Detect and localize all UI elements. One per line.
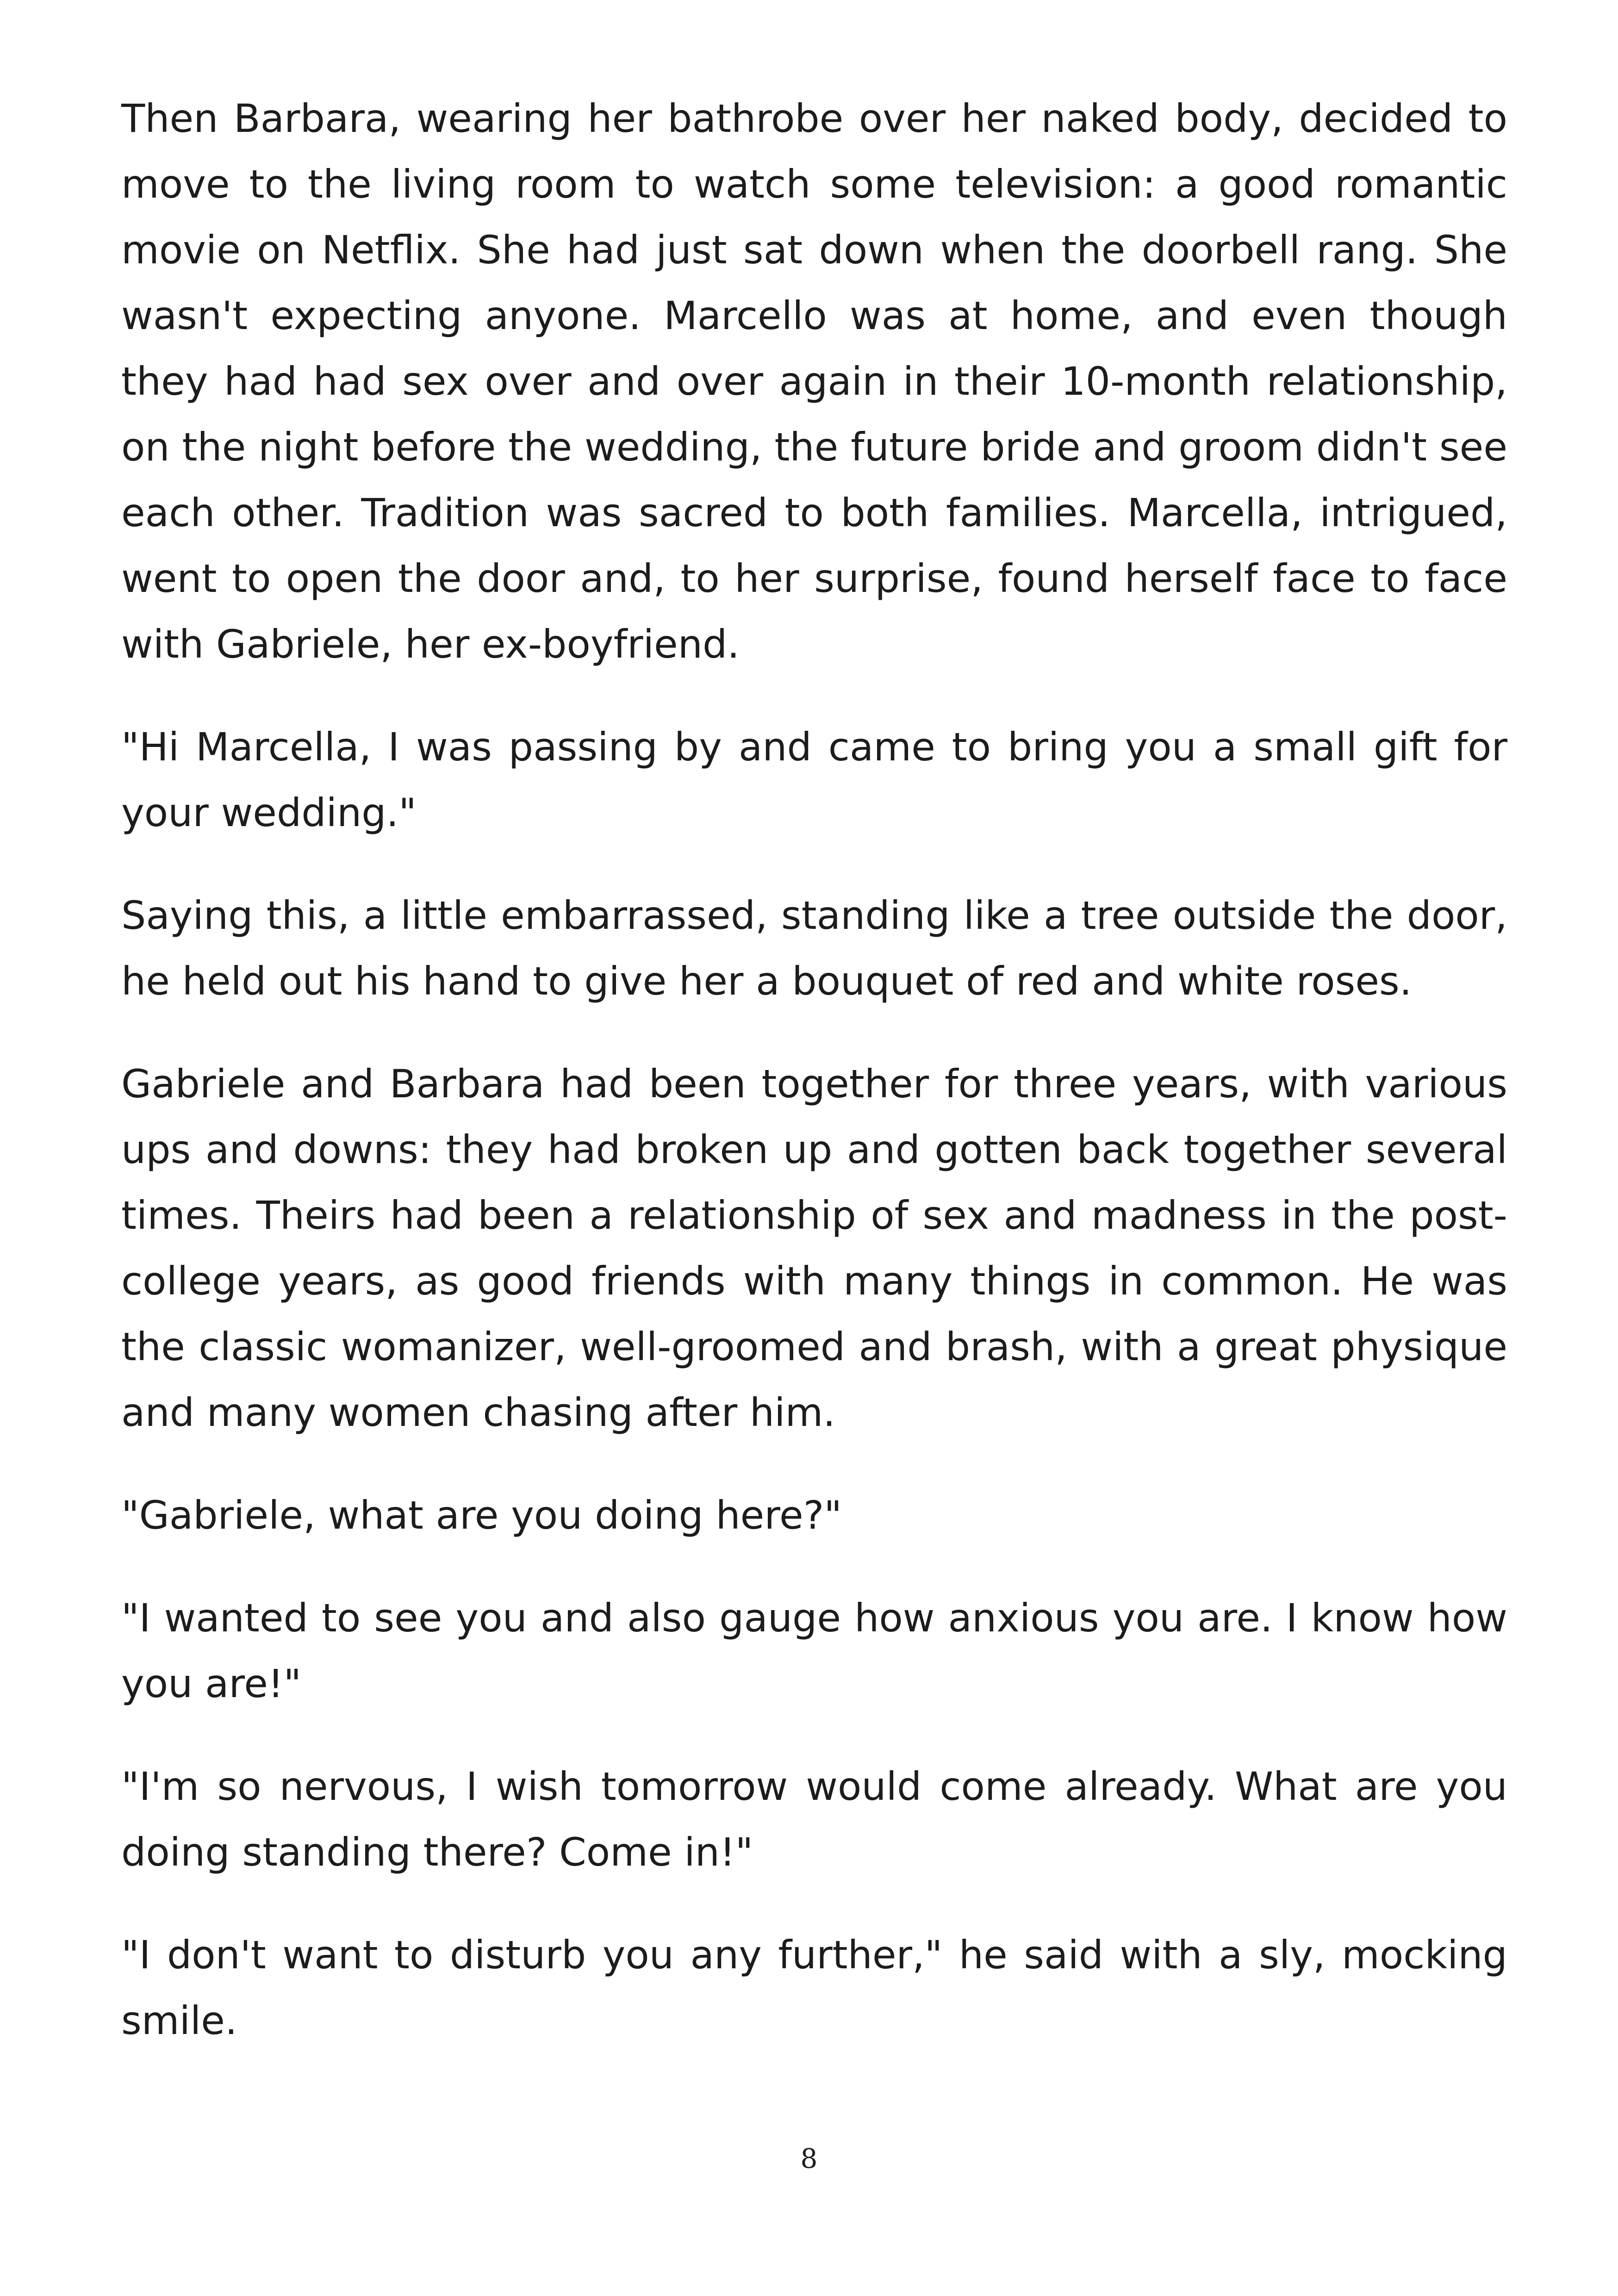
paragraph: "Gabriele, what are you doing here?" [121, 1493, 842, 1538]
paragraph: "I wanted to see you and also gauge how anxious you are. I know how you are!" [121, 1595, 1507, 1706]
paragraph: "Hi Marcella, I was passing by and came to bring you a small gift for your wedding." [121, 724, 1507, 835]
paragraph: Saying this, a little embarrassed, standing like a tree outside the door, he held out his hand to give her a bouquet of red and white roses. [121, 893, 1507, 1004]
paragraph: "I don't want to disturb you any further," he said with a sly, mocking smile. [121, 1932, 1507, 2043]
page-number: 8 [800, 2143, 818, 2174]
body-text [121, 86, 1507, 2091]
paragraph: Gabriele and Barbara had been together for three years, with various ups and downs: they had broken up and gotten back together several times. Theirs had been a relationship of sex and madness in the post-college years, as good friends with many things in common. He was the classic womanizer, well-groomed and brash, with a great physique and many women chasing after him. [121, 1061, 1507, 1435]
paragraph: Then Barbara, wearing her bathrobe over her naked body, decided to move to the living room to watch some television: a good romantic movie on Netflix. She had just sat down when the doorbell rang. She wasn't expecting anyone. Marcello was at home, and even though they had had sex over and over again in their 10-month relationship, on the night before the wedding, the future bride and groom didn't see each other. Tradition was sacred to both families. Marcella, intrigued, went to open the door and, to her surprise, found herself face to face with Gabriele, her ex-boyfriend. [121, 96, 1507, 667]
paragraph: "I'm so nervous, I wish tomorrow would come already. What are you doing standing there? Come in!" [121, 1764, 1507, 1875]
